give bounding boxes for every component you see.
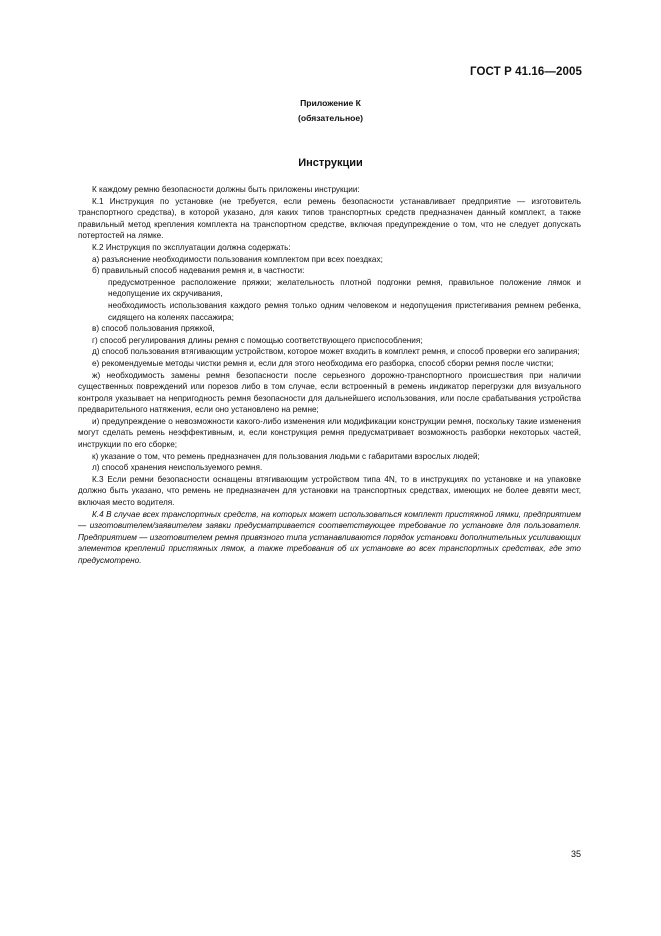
list-item-e: е) рекомендуемые методы чистки ремня и, если для этого необходима его разборка, способ сборки ремня после чистки;	[92, 358, 554, 368]
section-title: Инструкции	[298, 157, 363, 169]
intro-paragraph: К каждому ремню безопасности должны быть приложены инструкции:	[92, 185, 360, 194]
list-item-v: в) способ пользования пряжкой,	[92, 324, 215, 334]
paragraph-k4: К.4 В случае всех транспортных средств, на которых может использоваться комплект пристяжной лямки, предприятием — изготовителем/заявителем заявки предусматривается соответствующее требование по установке для пользователя. Предприятием — изготовителем ремня привязного типа устанавливаются порядок установки дополнительных усиливающих элементов креплений пристяжных лямок, а также требования об их установке во всех транспортных средствах, где это предусмотрено.	[78, 509, 581, 565]
list-item-b-sub1: предусмотренное расположение пряжки; желательность плотной подгонки ремня, правильное положение лямок и недопущение их скручивания,	[108, 277, 581, 299]
paragraph-k3: К.3 Если ремни безопасности оснащены втягивающим устройством типа 4N, то в инструкциях по установке и на упаковке должно быть указано, что ремень не предназначен для установки на транспортных средствах, имеющих не более девяти мест, включая место водителя.	[78, 474, 581, 508]
paragraph-k1: К.1 Инструкция по установке (не требуется, если ремень безопасности устанавливает предприятие — изготовитель транспортного средства), в которой указано, для каких типов транспортных средств предназначен данный комплект, а также правильный метод крепления комплекта на транспортном средстве, включая предупреждение о том, что не следует допускать потертостей на лямке.	[78, 196, 581, 241]
annex-title: Приложение К	[300, 98, 361, 108]
list-item-d: д) способ пользования втягивающим устройством, которое может входить в комплект ремня, и способ проверки его запирания;	[92, 347, 580, 357]
paragraph-k2: К.2 Инструкция по эксплуатации должна содержать:	[92, 242, 291, 252]
list-item-b-sub2: необходимость использования каждого ремня только одним человеком и недопущения пристегивания ремнем ребенка, сидящего на коленях пассажира;	[108, 300, 581, 322]
list-item-b: б) правильный способ надевания ремня и, в частности:	[92, 266, 305, 276]
list-item-l: л) способ хранения неиспользуемого ремня.	[92, 463, 263, 473]
page-number: 35	[570, 849, 581, 859]
document-code: ГОСТ Р 41.16—2005	[470, 66, 582, 78]
annex-heading	[0, 96, 661, 126]
list-item-a: а) разъяснение необходимости пользования комплектом при всех поездках;	[92, 254, 383, 264]
list-item-zh: ж) необходимость замены ремня безопасности после серьезного дорожно-транспортного происшествия при наличии существенных повреждений или порезов либо в том случае, если встроенный в ремень индикатор перегрузки для визуального контроля указывает на непригодность ремня безопасности для дальнейшего использования, или после срабатывания устройства предварительного натяжения, если оно установлено на ремне;	[78, 370, 581, 415]
list-item-k: к) указание о том, что ремень предназначен для пользования людьми с габаритами взрослых людей;	[92, 451, 480, 461]
annex-status: (обязательное)	[297, 113, 364, 123]
list-item-i: и) предупреждение о невозможности какого-либо изменения или модификации конструкции ремня, поскольку такие изменения могут сделать ремень неэффективным, и, если конструкция ремня предусматривает возможность разборки некоторых частей, инструкции по его сборке;	[78, 416, 581, 450]
list-item-g: г) способ регулирования длины ремня с помощью соответствующего приспособления;	[92, 335, 423, 345]
instructions-body	[78, 184, 581, 567]
